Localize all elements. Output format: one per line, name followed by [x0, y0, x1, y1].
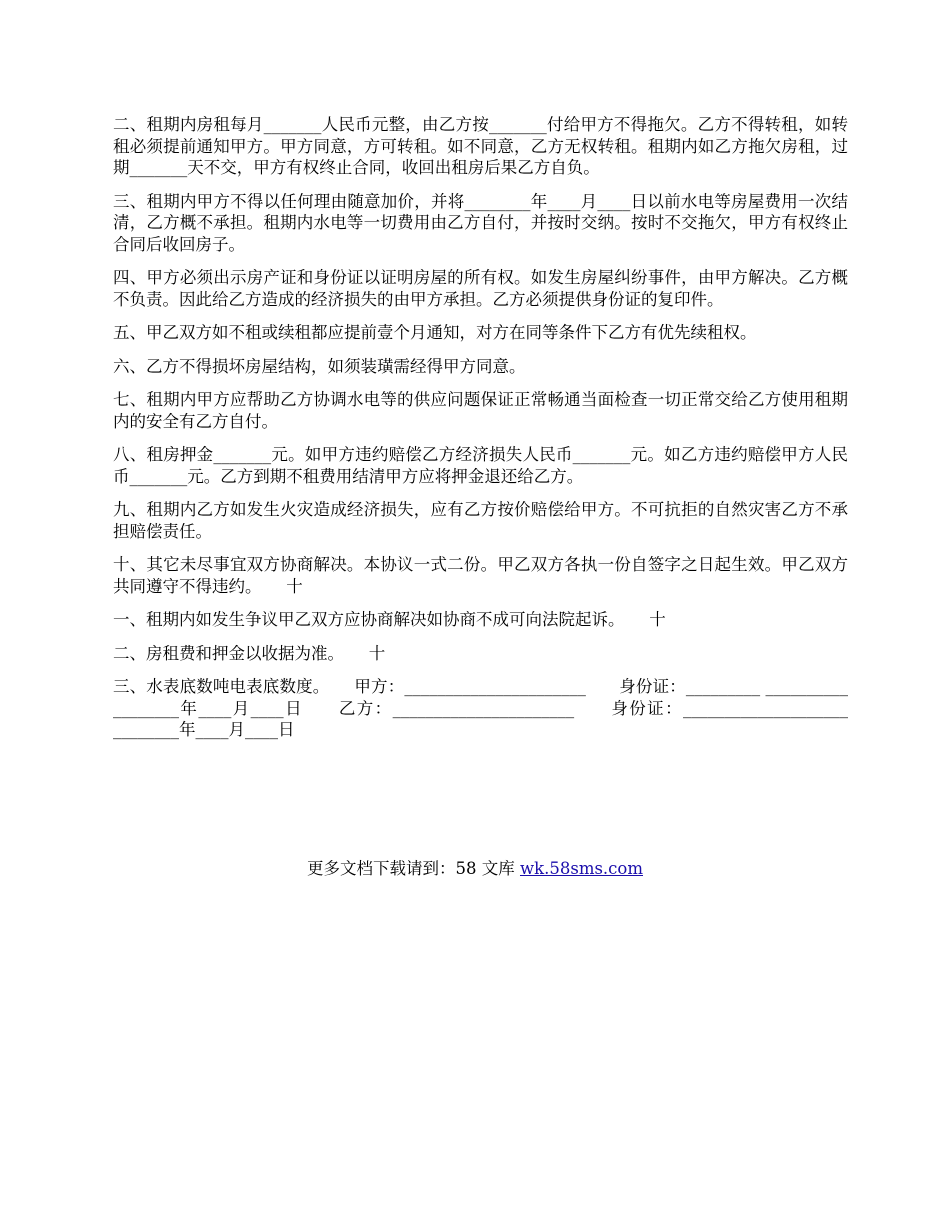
clause-7: 七、租期内甲方应帮助乙方协调水电等的供应问题保证正常畅通当面检查一切正常交给乙方使用租期内的安全有乙方自付。 — [113, 390, 848, 431]
clause-12: 二、房租费和押金以收据为准。 十 — [113, 643, 386, 663]
clause-10: 十、其它未尽事宜双方协商解决。本协议一式二份。甲乙双方各执一份自签字之日起生效。甲乙双方共同遵守不得违约。 十 — [113, 555, 848, 596]
clause-5: 五、甲乙双方如不租或续租都应提前壹个月通知，对方在同等条件下乙方有优先续租权。 — [113, 323, 757, 342]
clause-8: 八、租房押金_______元。如甲方违约赔偿乙方经济损失人民币_______元。如乙方违约赔偿甲方人民币_______元。乙方到期不租费用结清甲方应将押金退还给乙方。 — [113, 445, 848, 486]
signature-block: 三、水表底数吨电表底数度。 甲方：______________________ 身份证：_________ __________ ________年____月____日 乙方：______________________ 身份证：____________________ ________年____月____日 — [113, 677, 870, 739]
clause-6: 六、乙方不得损坏房屋结构，如须装璜需经得甲方同意。 — [113, 356, 526, 376]
clause-2: 二、租期内房租每月_______人民币元整，由乙方按_______付给甲方不得拖欠。乙方不得转租，如转租必须提前通知甲方。甲方同意，方可转租。如不同意，乙方无权转租。租期内如乙方拖欠房租，过期_______天不交，甲方有权终止合同，收回出租房后果乙方自负。 — [113, 115, 848, 177]
document-body — [113, 114, 870, 753]
clause-4: 四、甲方必须出示房产证和身份证以证明房屋的所有权。如发生房屋纠纷事件，由甲方解决。乙方概不负责。因此给乙方造成的经济损失的由甲方承担。乙方必须提供身份证的复印件。 — [113, 268, 848, 309]
footer-link[interactable]: wk.58sms.com — [519, 859, 643, 878]
clause-9: 九、租期内乙方如发生火灾造成经济损失，应有乙方按价赔偿给甲方。不可抗拒的自然灾害乙方不承担赔偿责任。 — [113, 500, 848, 541]
footer-download-note — [0, 858, 950, 880]
footer-prefix: 更多文档下载请到：58 文库 — [306, 859, 520, 878]
clause-3: 三、租期内甲方不得以任何理由随意加价，并将________年____月____日以前水电等房屋费用一次结清，乙方概不承担。租期内水电等一切费用由乙方自付，并按时交纳。按时不交拖欠，甲方有权终止合同后收回房子。 — [113, 191, 848, 254]
clause-11: 一、租期内如发生争议甲乙双方应协商解决如协商不成可向法院起诉。 十 — [113, 610, 666, 629]
